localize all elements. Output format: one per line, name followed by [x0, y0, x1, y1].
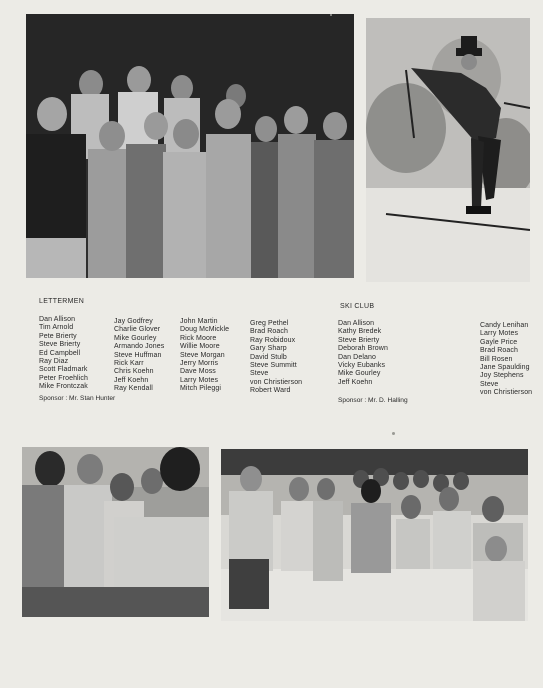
paper-speck — [330, 14, 332, 16]
name-entry: Doug McMickle — [180, 326, 230, 334]
name-entry: Steve Summitt — [250, 362, 297, 370]
lettermen-column-2 — [114, 318, 164, 394]
name-entry: David Stulb — [250, 353, 287, 361]
name-entry: Candy Lenihan — [480, 322, 529, 329]
lettermen-column-3 — [180, 318, 229, 394]
name-entry: Peter Froehlich — [39, 374, 88, 382]
name-entry: Jane Spaulding — [480, 364, 530, 372]
lettermen-column-4 — [250, 320, 302, 396]
name-entry: Dan Allison — [338, 320, 375, 327]
name-entry: Joy Stephens — [480, 372, 524, 380]
name-entry: Mike Gourley — [338, 370, 381, 378]
ski-club-heading: SKI CLUB — [340, 303, 375, 310]
lettermen-column-1 — [39, 316, 88, 392]
name-entry: Jerry Morris — [180, 360, 219, 368]
name-entry: Ray Robidoux — [250, 336, 296, 344]
name-entry: Scott Fladmark — [39, 366, 88, 374]
name-entry: Deborah Brown — [338, 345, 388, 353]
name-entry: Ray Diaz — [39, 358, 69, 366]
name-entry: Brad Roach — [250, 328, 288, 336]
name-entry: Vicky Eubanks — [338, 362, 386, 370]
name-entry: Mitch Pileggi — [180, 385, 221, 393]
name-entry: Steve Brierty — [39, 341, 81, 349]
name-entry: Bill Rosen — [480, 355, 513, 363]
lettermen-heading: LETTERMEN — [39, 298, 85, 305]
name-entry: Steve Morgan — [180, 351, 225, 359]
name-entry: Mike Gourley — [114, 334, 157, 342]
lettermen-sponsor: Sponsor : Mr. Stan Hunter — [39, 395, 116, 402]
name-entry: Dan Allison — [39, 316, 76, 323]
name-entry: Mike Frontczak — [39, 383, 88, 391]
name-entry: Gary Sharp — [250, 345, 287, 353]
name-entry: Armando Jones — [114, 343, 165, 351]
ski-club-sponsor: Sponsor : Mr. D. Halling — [338, 397, 408, 404]
name-entry: Jay Godfrey — [114, 318, 153, 325]
name-entry: Ed Campbell — [39, 349, 81, 357]
paper-speck — [392, 432, 395, 435]
name-entry: John Martin — [180, 318, 218, 325]
name-entry: von Christierson — [250, 378, 303, 386]
ski-club-column-2 — [480, 322, 532, 398]
name-entry: Greg Pethel — [250, 320, 289, 327]
name-entry: Robert Ward — [250, 387, 291, 395]
boys-group-photo — [22, 447, 209, 617]
name-entry: Jeff Koehn — [114, 376, 149, 384]
name-entry: von Christierson — [480, 389, 533, 397]
name-entry: Tim Arnold — [39, 324, 74, 332]
name-entry: Kathy Bredek — [338, 328, 382, 336]
name-entry: Larry Motes — [480, 330, 519, 338]
name-entry: Larry Motes — [180, 376, 219, 384]
name-entry: Willie Moore — [180, 343, 220, 351]
name-entry: Steve — [480, 380, 499, 388]
name-entry: Chris Koehn — [114, 368, 154, 376]
name-entry: Jeff Koehn — [338, 378, 373, 386]
name-entry: Ray Kendall — [114, 385, 153, 393]
name-entry: Charlie Glover — [114, 326, 161, 334]
name-entry: Steve Brierty — [338, 336, 380, 344]
gym-group-photo — [221, 449, 528, 621]
name-entry: Rick Moore — [180, 334, 217, 342]
name-entry: Steve — [250, 370, 269, 378]
name-entry: Pete Brierty — [39, 332, 77, 340]
name-entry: Steve Huffman — [114, 351, 162, 359]
name-entry: Dan Delano — [338, 353, 376, 361]
name-entry: Brad Roach — [480, 347, 518, 355]
name-entry: Rick Karr — [114, 360, 144, 368]
name-entry: Gayle Price — [480, 338, 518, 346]
name-entry: Dave Moss — [180, 368, 216, 376]
ski-club-column-1 — [338, 320, 388, 387]
skier-photo — [366, 18, 530, 282]
lettermen-group-photo — [26, 14, 354, 278]
